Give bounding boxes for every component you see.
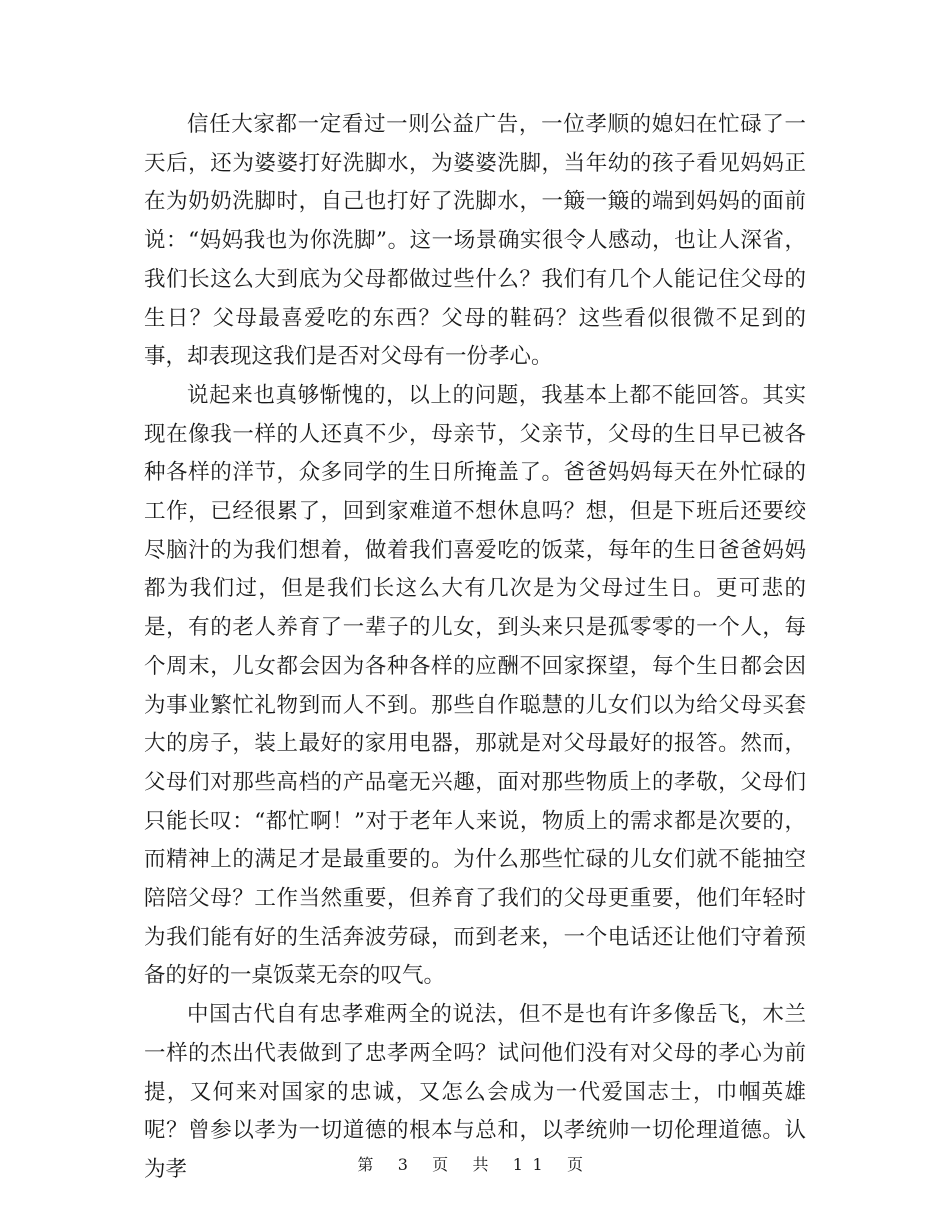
- paragraph-1: 信任大家都一定看过一则公益广告，一位孝顺的媳妇在忙碌了一天后，还为婆婆打好洗脚水，为婆婆洗脚，当年幼的孩子看见妈妈正在为奶奶洗脚时，自己也打好了洗脚水，一簸一簸的端到妈妈的面前说：“妈妈我也为你洗脚”。这一场景确实很令人感动，也让人深省，我们长这么大到底为父母都做过些什么？我们有几个人能记住父母的生日？父母最喜爱吃的东西？父母的鞋码？这些看似很微不足到的事，却表现这我们是否对父母有一份孝心。: [144, 112, 806, 370]
- paragraph-2: 说起来也真够惭愧的，以上的问题，我基本上都不能回答。其实现在像我一样的人还真不少，母亲节，父亲节，父母的生日早已被各种各样的洋节，众多同学的生日所掩盖了。爸爸妈妈每天在外忙碌的工作，已经很累了，回到家难道不想休息吗？想，但是下班后还要绞尽脑汁的为我们想着，做着我们喜爱吃的饭菜，每年的生日爸爸妈妈都为我们过，但是我们长这么大有几次是为父母过生日。更可悲的是，有的老人养育了一辈子的儿女，到头来只是孤零零的一个人，每个周末，儿女都会因为各种各样的应酬不回家探望，每个生日都会因为事业繁忙礼物到而人不到。那些自作聪慧的儿女们以为给父母买套大的房子，装上最好的家用电器，那就是对父母最好的报答。然而，父母们对那些高档的产品毫无兴趣，面对那些物质上的孝敬，父母们只能长叹：“都忙啊！”对于老年人来说，物质上的需求都是次要的，而精神上的满足才是最重要的。为什么那些忙碌的儿女们就不能抽空陪陪父母？工作当然重要，但养育了我们的父母更重要，他们年轻时为我们能有好的生活奔波劳碌，而到老来，一个电话还让他们守着预备的好的一桌饭菜无奈的叹气。: [144, 382, 806, 989]
- page-number-footer: 第 3 页 共 11 页: [357, 1155, 593, 1174]
- document-body: [144, 106, 806, 1190]
- paragraph-3: 中国古代自有忠孝难两全的说法，但不是也有许多像岳飞，木兰一样的杰出代表做到了忠孝两全吗？试问他们没有对父母的孝心为前提，又何来对国家的忠诚，又怎么会成为一代爱国志士，巾帼英雄呢？曾参以孝为一切道德的根本与总和，以孝统帅一切伦理道德。认为孝: [144, 1002, 806, 1182]
